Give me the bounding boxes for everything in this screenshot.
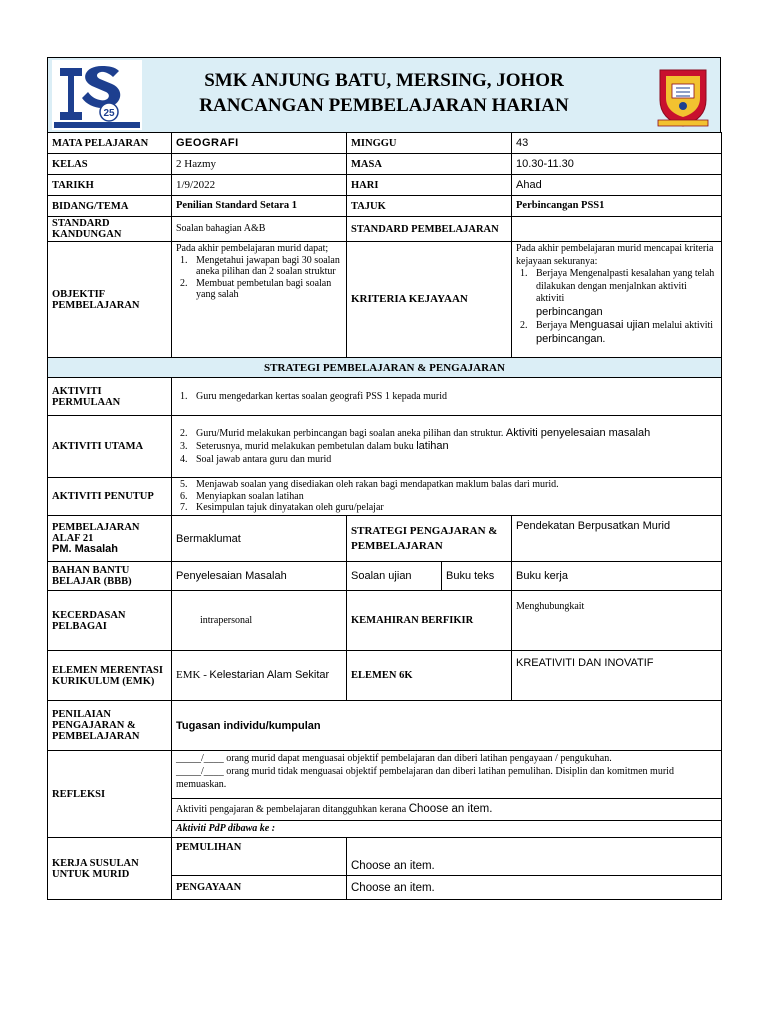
main-activity-text: Seterusnya, murid melakukan pembetulan dalam buku bbox=[196, 441, 414, 452]
emk-cell bbox=[172, 651, 347, 701]
class-label: KELAS bbox=[48, 154, 172, 175]
subject-value: GEOGRAFI bbox=[172, 133, 347, 154]
bbb-item: Soalan ujian bbox=[347, 562, 442, 590]
content-standard-label: STANDARD KANDUNGAN bbox=[48, 217, 172, 242]
alaf21-value: Bermaklumat bbox=[172, 516, 347, 562]
bbb-split-table bbox=[347, 562, 511, 590]
objective-item: 1. Mengetahui jawapan bagi 30 soalan aneka pilihan dan 2 soalan struktur bbox=[190, 255, 342, 278]
alaf21-cell bbox=[48, 516, 172, 562]
postpone-text: Aktiviti pengajaran & pembelajaran ditangguhkan kerana bbox=[176, 804, 407, 815]
bbb-item: Buku kerja bbox=[512, 562, 722, 591]
thinking-skill-label: KEMAHIRAN BERFIKIR bbox=[347, 591, 512, 651]
closing-activity-item: 6. Menyiapkan soalan latihan bbox=[190, 491, 717, 503]
learning-standard-label: STANDARD PEMBELAJARAN bbox=[347, 217, 512, 242]
objective-item: 2. Membuat pembetulan bagi soalan yang salah bbox=[190, 278, 342, 301]
class-value: 2 Hazmy bbox=[172, 154, 347, 175]
criteria-text: Berjaya bbox=[536, 320, 568, 331]
multiple-intelligence-label: KECERDASAN PELBAGAI bbox=[48, 591, 172, 651]
criteria-text: . bbox=[602, 333, 606, 345]
reflection-lines bbox=[172, 751, 722, 799]
closing-activity-cell bbox=[172, 478, 722, 516]
objectives-label: OBJEKTIF PEMBELAJARAN bbox=[48, 242, 172, 358]
day-label: HARI bbox=[347, 175, 512, 196]
teaching-strategy-value: Pendekatan Berpusatkan Murid bbox=[512, 516, 722, 562]
pdp-carry-label: Aktiviti PdP dibawa ke : bbox=[172, 821, 722, 838]
start-activity-item: 1. Guru mengedarkan kertas soalan geografi PSS 1 kepada murid bbox=[190, 391, 717, 403]
topic-label: TAJUK bbox=[347, 196, 512, 217]
lesson-plan-table bbox=[47, 132, 722, 900]
time-label: MASA bbox=[347, 154, 512, 175]
criteria-emphasis: perbincangan bbox=[536, 332, 603, 345]
remedial-dropdown[interactable]: Choose an item. bbox=[347, 838, 722, 876]
assessment-label: PENILAIAN PENGAJARAN & PEMBELAJARAN bbox=[48, 701, 172, 751]
learning-standard-value bbox=[512, 217, 722, 242]
main-activity-emphasis: latihan bbox=[416, 440, 449, 452]
multiple-intelligence-value: intrapersonal bbox=[172, 591, 347, 651]
bbb-label: BAHAN BANTU BELAJAR (BBB) bbox=[48, 562, 172, 591]
main-activity-text: Guru/Murid melakukan perbincangan bagi soalan aneka pilihan dan struktur. bbox=[196, 428, 504, 439]
reflection-line: _____/____ orang murid dapat menguasai objektif pembelajaran dan diberi latihan pengayaan / pengukuhan. bbox=[176, 753, 612, 764]
school-crest-logo bbox=[654, 66, 712, 128]
criteria-text: melalui aktiviti bbox=[652, 320, 714, 331]
postpone-cell bbox=[172, 799, 722, 821]
postpone-dropdown[interactable]: Choose an item. bbox=[408, 803, 493, 815]
main-activity-label: AKTIVITI UTAMA bbox=[48, 416, 172, 478]
svg-text:25: 25 bbox=[103, 108, 115, 119]
theme-value: Penilian Standard Setara 1 bbox=[172, 196, 347, 217]
main-activity-emphasis: Aktiviti penyelesaian masalah bbox=[505, 427, 651, 439]
reflection-line: _____/____ orang murid tidak menguasai objektif pembelajaran dan diberi latihan pemulihan. Disiplin dan komitmen murid memuaskan. bbox=[176, 766, 674, 790]
objectives-intro: Pada akhir pembelajaran murid dapat; bbox=[176, 243, 329, 254]
criteria-text: Berjaya Mengenalpasti kesalahan yang telah dilakukan dengan menjalnkan aktiviti aktiviti bbox=[536, 268, 715, 304]
element-6k-label: ELEMEN 6K bbox=[347, 651, 512, 701]
teaching-strategy-label: STRATEGI PENGAJARAN & PEMBELAJARAN bbox=[347, 516, 512, 562]
document-title: RANCANGAN PEMBELAJARAN HARIAN bbox=[199, 95, 569, 116]
lesson-plan-sheet bbox=[47, 57, 721, 900]
school-program-logo bbox=[52, 60, 142, 130]
main-activity-item bbox=[190, 440, 717, 453]
day-value: Ahad bbox=[512, 175, 722, 196]
main-activity-item bbox=[190, 427, 717, 440]
success-criteria-label: KRITERIA KEJAYAAN bbox=[347, 242, 512, 358]
thinking-skill-value: Menghubungkait bbox=[512, 591, 722, 651]
criteria-emphasis: Menguasai ujian bbox=[569, 319, 650, 331]
enrichment-dropdown[interactable]: Choose an item. bbox=[347, 876, 722, 900]
emk-prefix: EMK - bbox=[176, 669, 207, 681]
subject-label: MATA PELAJARAN bbox=[48, 133, 172, 154]
criteria-item bbox=[530, 319, 717, 346]
alaf21-label: PEMBELAJARAN ALAF 21 bbox=[52, 522, 140, 544]
date-value: 1/9/2022 bbox=[172, 175, 347, 196]
closing-activity-label: AKTIVITI PENUTUP bbox=[48, 478, 172, 516]
start-activity-label: AKTIVITI PERMULAAN bbox=[48, 378, 172, 416]
date-label: TARIKH bbox=[48, 175, 172, 196]
element-6k-value: KREATIVITI DAN INOVATIF bbox=[512, 651, 722, 701]
emk-value: Kelestarian Alam Sekitar bbox=[209, 669, 330, 681]
time-value: 10.30-11.30 bbox=[512, 154, 722, 175]
reflection-label: REFLEKSI bbox=[48, 751, 172, 838]
closing-activity-item: 7. Kesimpulan tajuk dinyatakan oleh guru/pelajar bbox=[190, 502, 717, 514]
week-value: 43 bbox=[512, 133, 722, 154]
topic-value: Perbincangan PSS1 bbox=[512, 196, 722, 217]
enrichment-label: PENGAYAAN bbox=[172, 876, 347, 900]
criteria-item bbox=[530, 268, 717, 319]
bbb-item: Buku teks bbox=[446, 570, 495, 582]
main-activity-cell bbox=[172, 416, 722, 478]
objectives-cell bbox=[172, 242, 347, 358]
alaf21-sub: PM. Masalah bbox=[52, 543, 119, 555]
week-label: MINGGU bbox=[347, 133, 512, 154]
strategy-section-title: STRATEGI PEMBELAJARAN & PENGAJARAN bbox=[48, 358, 722, 378]
follow-up-label: KERJA SUSULAN UNTUK MURID bbox=[48, 838, 172, 900]
criteria-emphasis: perbincangan bbox=[536, 305, 603, 318]
success-criteria-cell bbox=[512, 242, 722, 358]
bbb-split-cell bbox=[347, 562, 512, 591]
remedial-label: PEMULIHAN bbox=[172, 838, 347, 876]
content-standard-value: Soalan bahagian A&B bbox=[172, 217, 347, 242]
theme-label: BIDANG/TEMA bbox=[48, 196, 172, 217]
school-name: SMK ANJUNG BATU, MERSING, JOHOR bbox=[204, 70, 564, 91]
closing-activity-item: 5. Menjawab soalan yang disediakan oleh rakan bagi mendapatkan maklum balas dari murid. bbox=[190, 479, 717, 491]
header bbox=[47, 57, 721, 132]
criteria-intro: Pada akhir pembelajaran murid mencapai kriteria kejayaan sekuranya: bbox=[516, 243, 714, 267]
assessment-value: Tugasan individu/kumpulan bbox=[172, 701, 722, 751]
bbb-item: Penyelesaian Masalah bbox=[172, 562, 347, 591]
main-activity-item: 4. Soal jawab antara guru dan murid bbox=[190, 453, 717, 466]
page-title bbox=[148, 68, 620, 118]
emk-label: ELEMEN MERENTASI KURIKULUM (EMK) bbox=[48, 651, 172, 701]
start-activity-cell bbox=[172, 378, 722, 416]
